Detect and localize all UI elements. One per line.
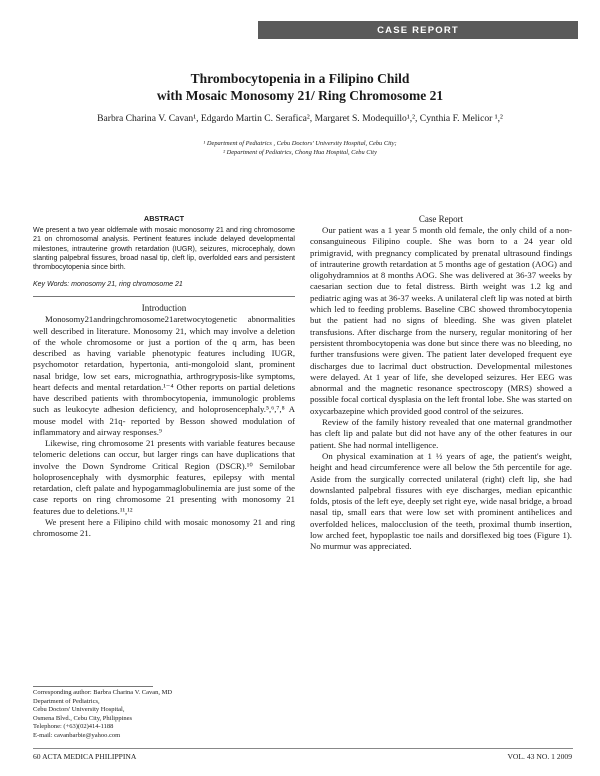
article-title [40,70,560,104]
introduction-heading: Introduction [141,303,187,314]
footer-divider [33,748,573,749]
affiliation-2: ² Department of Pediatrics, Chong Hua Hospital, Cebu City [223,148,377,156]
abstract-text: We present a two year oldfemale with mosaic monosomy 21 and ring chromosome 21 on chromosomal analysis. Pertinent features include delayed developmental milestones, intrauterine growth retardation (IUGR), seizures, microcephaly, down slanting palpebral fissures, broad nasal tip, cleft lip, overfolded ears and persistent thrombocytopenia since birth. [33,226,295,272]
right-column [310,214,572,553]
section-banner: CASE REPORT [258,21,578,39]
introduction-paragraph-3: We present here a Filipino child with mosaic monosomy 21 and ring chromosome 21. [33,516,295,539]
case-report-paragraph-3: On physical examination at 1 ½ years of age, the patient's weight, height and head circumference were all below the 5th percentile for age. Aside from the surgically corrected unilateral (right) cleft lip, she had downslanted palpebral fissures with eye discharges, median epicanthic folds, ptosis of the left eye, deeply set right eye, wide nasal bridge, a broad nasal tip, small ears that were low set with prominent antihelices and overfolded helices, malocclusion of the teeth, proximal thumb insertion, low arched feet, hypoplastic toe nails and dorsiflexed big toes (Figure 1). No murmur was appreciated. [310,450,572,552]
corresponding-author: Corresponding author: Barbra Charina V. Cavan, MD [33,689,173,696]
case-report-heading: Case Report [418,214,464,224]
footer-volume: VOL. 43 NO. 1 2009 [507,752,572,761]
abstract-heading: ABSTRACT [143,214,185,223]
correspondence-divider [33,686,153,687]
footer-journal: 60 ACTA MEDICA PHILIPPINA [33,752,137,761]
corr-institution: Cebu Doctors' University Hospital, [33,706,125,713]
abstract-divider [33,296,295,297]
left-column [33,214,295,539]
title-line-1: Thrombocytopenia in a Filipino Child [190,71,410,86]
affiliations [40,140,560,157]
corr-address: Osmena Blvd., Cebu City, Philippines [33,714,133,722]
introduction-paragraph-1: Monosomy21andringchromosome21aretwocytogenetic abnormalities well described in literature. Monosomy 21, which may involve a deletion of the whole chromosome or just a portion of the q arm, has been described as having variable phenotypic features including IUGR, psychomotor retardation, hypertonia, anti-mongoloid slant, prominent nasal bridge, low set ears, micrognathia, arthrogryposis-like symptoms, heart defects and mental retardation.¹⁻⁴ Other reports on partial deletions have described patients with thrombocytopenia, immunologic problems such as leukocyte adhesion deficiency, and holoprosencephaly.⁵,⁶,⁷,⁸ A mouse model with 21q- reported by Besson showed modulation of inflammatory and airway responses.⁹ [33,314,295,437]
introduction-paragraph-2: Likewise, ring chromosome 21 presents with variable features because telomeric deletions can occur, but larger rings can have duplications that involve the Down Syndrome Critical Region (DSCR).¹⁰ Semilobar holoprosencephaly with dysmorphic features, epilepsy with mental retardation, cleft palate and hypogammaglobulinemia are just some of the case reports on ring chromosome 21 presenting with monosomy 21 features due to deletions.¹¹,¹² [33,438,295,516]
corr-telephone: Telephone: (+63)(02)414-1188 [33,723,114,730]
affiliation-1: ¹ Department of Pediatrics , Cebu Doctors' University Hospital, Cebu City; [203,140,397,147]
keywords: Key Words: monosomy 21, ring chromosome 21 [33,281,183,289]
correspondence-block [33,689,295,740]
author-list: Barbra Charina V. Cavan¹, Edgardo Martin C. Serafica², Margaret S. Modequillo¹,², Cynthia F. Melicor ¹,² [97,113,503,124]
title-line-2: with Mosaic Monosomy 21/ Ring Chromosome 21 [156,88,444,103]
corr-email: E-mail: cavanbarbie@yahoo.com [33,731,121,739]
case-report-paragraph-2: Review of the family history revealed that one maternal grandmother has cleft lip and palate but did not have any of the other features in our patient. She had normal intelligence. [310,417,572,450]
case-report-paragraph-1: Our patient was a 1 year 5 month old female, the only child of a non-consanguineous Filipino couple. She was born to a 24 year old primigravid, with pregnancy complicated by prenatal ultrasound findings of intrauterine growth retardation at 5 months age of gestation (AOG) and oligohydramnios at 8 months AOG. She was delivered at 36-37 weeks by caesarian section due to fetal distress. Birth weight was 1.2 kg and pediatric aging was at 36-37 weeks. A unilateral cleft lip was noted at birth which led to feeding problems. Baseline CBC showed thrombocytopenia but the patient had no signs of bleeding. She was given platelet transfusions. After discharge from the nursery, regular monitoring of her persistent thrombocytopenia was done but since there was no bleeding, no further transfusions were given. The patient later developed frequent eye discharges due to lacrimal duct obstruction. Developmental milestones were delayed. At 1 year of life, she developed seizures. Her EEG was abnormal and the magnetic resonance spectroscopy (MRS) showed a possible focal cortical dysplasia on the left frontal lobe. She was started on oxycarbazepine which provided good control of the seizures. [310,225,572,416]
corr-department: Department of Pediatrics, [33,697,100,705]
